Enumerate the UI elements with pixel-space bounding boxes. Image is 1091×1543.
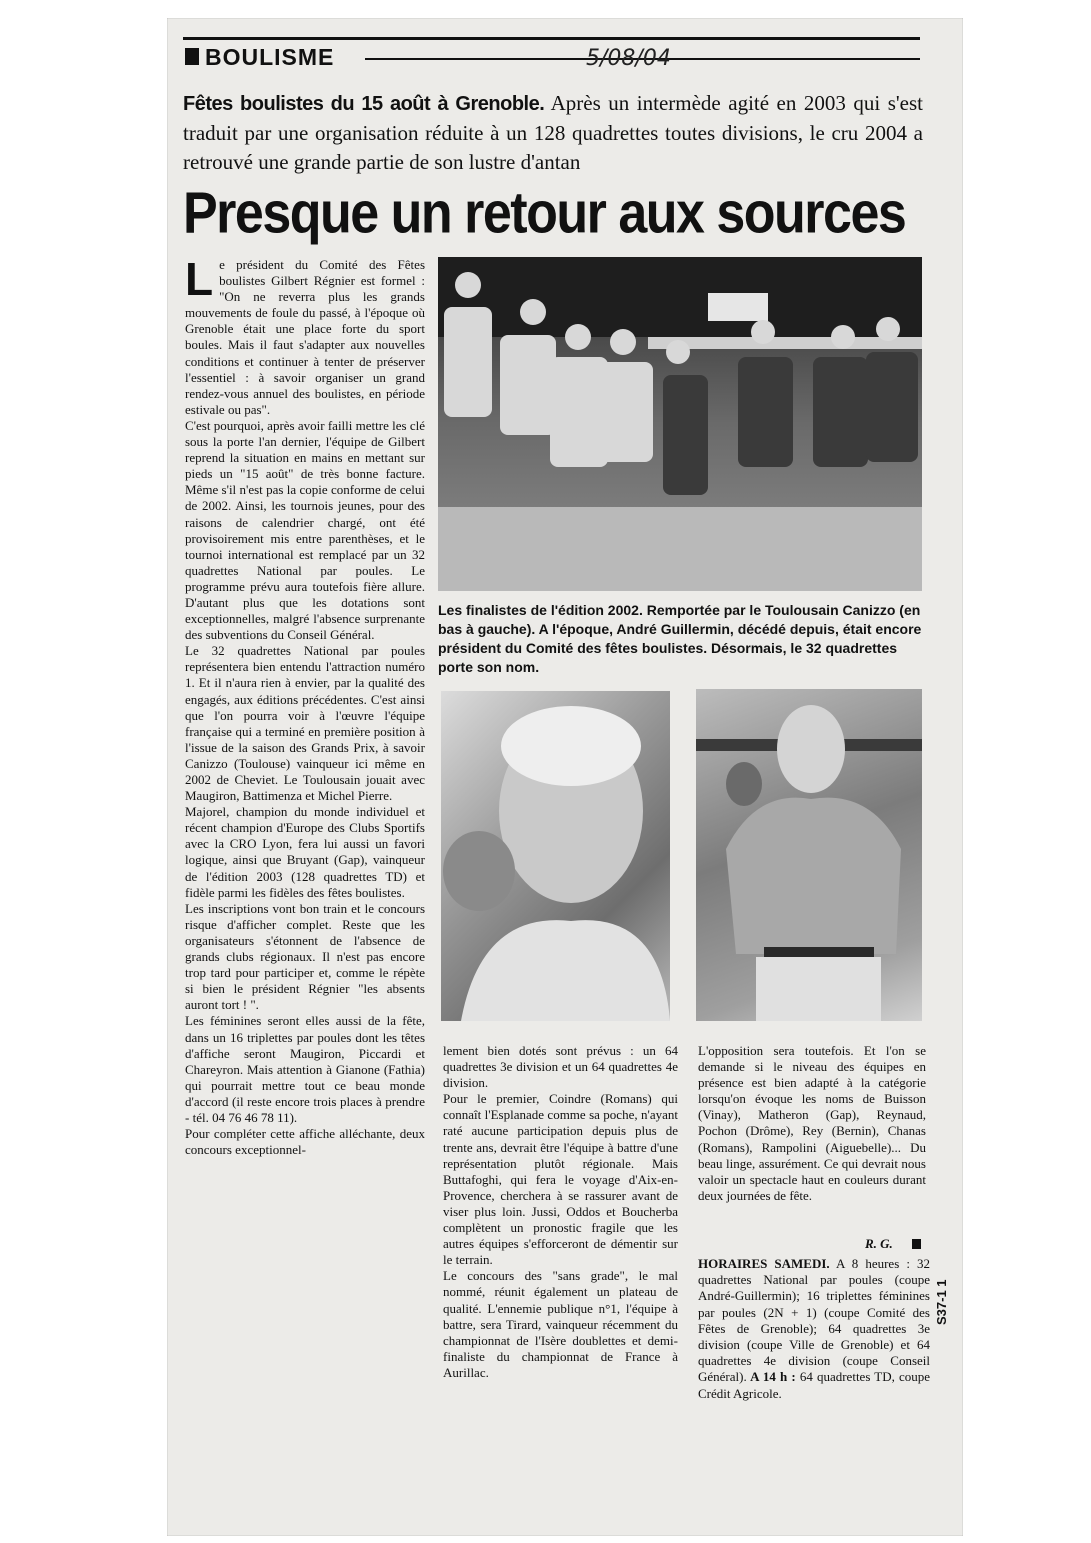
paragraph: Majorel, champion du monde individuel et récent champion d'Europe des Clubs Sportifs avec la CRO Lyon, fera lui aussi un favori logique, ainsi que Bruyant (Gap), vainqueur de l'édition 2003 (128 quadrettes TD) et fidèle parmi les fidèles des fêtes boulistes. xyxy=(185,804,425,900)
paragraph: Le 32 quadrettes National par poules représentera bien entendu l'attraction numéro 1. Et il n'aura rien à envier, par la qualité des engagés, aux éditions précédentes. C'est ainsi que l'on pourra voir à l'œuvre l'équipe française qui a terminé en première position à l'issue de la saison des Grands Prix, à savoir Canizzo (Toulouse) vainqueur ici même en 2002 de Cheviet. Le Toulousain jouait avec Maugiron, Battimenza et Michel Pierre. xyxy=(185,643,425,804)
author-signature: R. G. xyxy=(865,1236,893,1251)
headline: Presque un retour aux sources xyxy=(183,181,906,247)
photo-caption: Les finalistes de l'édition 2002. Remportée par le Toulousain Canizzo (en bas à gauche). A l'époque, André Guillermin, décédé depuis, était encore président du Comité des fêtes boulistes. Désormais, le 32 quadrettes porte son nom. xyxy=(438,602,922,675)
group-photo xyxy=(438,257,922,591)
end-square-icon xyxy=(912,1239,921,1249)
top-rule xyxy=(183,37,920,40)
group-photo-illustration xyxy=(438,257,922,591)
article-column-1 xyxy=(185,253,425,1158)
paragraph: Pour compléter cette affiche alléchante, deux concours exceptionnel- xyxy=(185,1126,425,1158)
page-code: S37-1 1 xyxy=(934,1279,949,1325)
rubric-title: BOULISME xyxy=(205,44,335,70)
portrait-2-illustration xyxy=(696,689,922,1021)
schedule-box xyxy=(698,1256,930,1402)
portrait-photo-2 xyxy=(696,689,922,1021)
portrait-1-illustration xyxy=(441,691,670,1021)
lede-kicker: Fêtes boulistes du 15 août à Grenoble. xyxy=(183,93,545,115)
rubric-square-icon xyxy=(185,48,199,65)
paragraph: L'opposition sera toutefois. Et l'on se demande si le niveau des équipes en présence est bien adapté à la catégorie lorsqu'on évoque les noms de Buisson (Vinay), Matheron (Gap), Reynaud, Pochon (Drôme), Rey (Bernin), Chanas (Romans), Rampolini (Aiguebelle)... Du beau linge, assurément. Ce qui devrait nous valoir un spectacle haut en couleurs durant deux journées de fête. xyxy=(698,1043,926,1203)
paragraph: Les inscriptions vont bon train et le concours risque d'afficher complet. Reste que les organisateurs s'étonnent de l'absence de grands clubs régionaux. Il n'est pas encore trop tard pour participer et, comme le répète si bien le président Régnier "les absents auront tort ! ". xyxy=(185,900,425,1013)
portrait-photo-1 xyxy=(441,691,670,1021)
paragraph: Pour le premier, Coindre (Romans) qui connaît l'Esplanade comme sa poche, n'ayant raté aucune participation depuis plus de trente ans, devrait être l'équipe à battre d'une représentation plutôt régionale. Mais Buttafoghi, qui fera le voyage d'Aix-en-Provence, cherchera à se rassurer avant de viser plus loin. Jussi, Oddos et Boucherba complètent un pronostic fragile que les autres équipes s'efforceront de démentir sur le terrain. xyxy=(443,1091,678,1268)
paragraph: C'est pourquoi, après avoir failli mettre les clé sous la porte l'an dernier, l'équipe de Gilbert reprend la situation en mains en mettant sur pieds un "15 août" de très bonne facture. Même s'il n'est pas la copie conforme de celui de 2002. Ainsi, les tournois jeunes, pour des raisons de calendrier chargé, ont été provisoirement mis entre parenthèses, et le tournoi international est remplacé par un 32 quadrettes National par poules. Le programme prévu aura toutefois fière allure. D'autant plus que les dotations sont exceptionnelles, malgré l'absence surprenante des subventions du Conseil Général. xyxy=(185,417,425,643)
paragraph: Les féminines seront elles aussi de la fête, dans un 16 triplettes par poules dont les têtes d'affiche seront Maugiron, Piccardi et Chareyron. Mais attention à Gianone (Fathia) qui pourrait mettre tout ce beau monde d'accord (il reste encore trois places à prendre - tél. 04 76 46 78 11). xyxy=(185,1013,425,1125)
lede xyxy=(183,89,923,177)
article-column-3 xyxy=(698,1043,926,1204)
schedule-text: A 8 heures : 32 quadrettes National par poules (coupe André-Guillermin); 16 triplettes féminines par poules (2N + 1) (coupe Comité des Fêtes de Grenoble); 64 quadrettes 3e division (coupe Ville de Grenoble) et 64 quadrettes 4e division (coupe Conseil Général). xyxy=(698,1256,930,1385)
paragraph: lement bien dotés sont prévus : un 64 quadrettes 3e division et un 64 quadrettes 4e division. xyxy=(443,1043,678,1091)
schedule-text-2: 64 quadrettes TD, coupe Crédit Agricole. xyxy=(698,1369,931,1401)
schedule-title: HORAIRES SAMEDI. xyxy=(698,1256,830,1271)
article-column-2 xyxy=(443,1043,678,1381)
schedule-title-2: A 14 h : xyxy=(746,1369,796,1385)
drop-cap: L xyxy=(185,253,214,305)
handwritten-date: 5/08/04 xyxy=(586,46,671,71)
lede-text: Après un intermède agité en 2003 qui s'est traduit par une organisation réduite à un 128 quadrettes toutes divisions, le cru 2004 a retrouvé une grande partie de son lustre d'antan xyxy=(183,91,924,174)
paragraph: Le concours des "sans grade", le mal nommé, réunit également un plateau de qualité. L'ennemie publique n°1, l'équipe à battre, sera Tirard, vainqueur récemment du championnat de l'Isère doublettes et demi-finaliste du championnat de France à Aurillac. xyxy=(443,1268,678,1380)
paragraph: Le président du Comité des Fêtes boulistes Gilbert Régnier est formel : "On ne reverra plus les grands mouvements de foule du passé, à l'époque où Grenoble était une place forte du sport boules. Mais il faut s'adapter aux nouvelles conditions et continuer à tenter de préserver l'essentiel : à savoir organiser un grand rendez-vous annuel des boulistes, en période estivale ou pas". xyxy=(185,253,425,417)
